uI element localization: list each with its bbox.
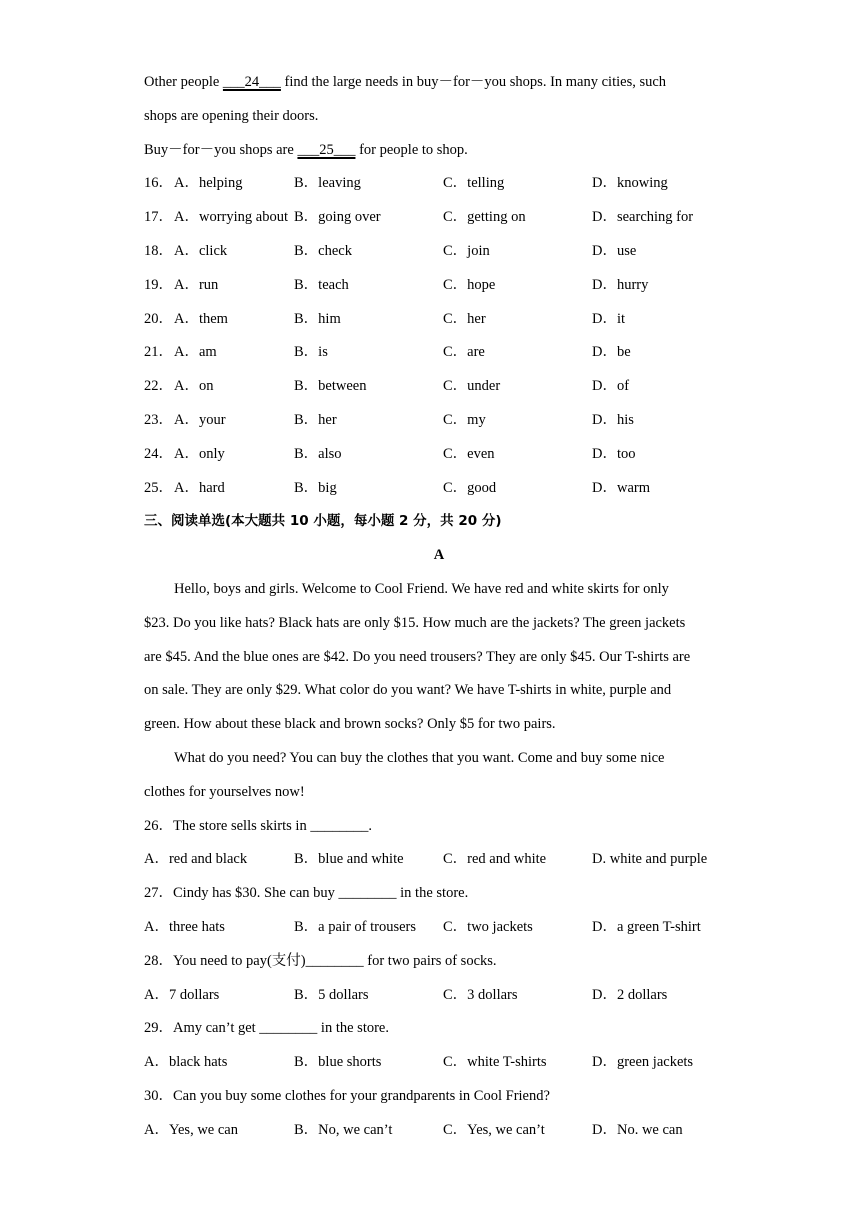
option-b: B．her [294, 411, 337, 428]
option-d: D. white and purple [592, 851, 708, 868]
reading-options-row [144, 1114, 734, 1148]
option-d: D．be [592, 344, 631, 361]
option-a: A．worrying about [174, 209, 288, 226]
option-d: D．his [592, 411, 634, 428]
text-segment: Other people [144, 74, 223, 90]
option-d: D．warm [592, 479, 650, 496]
option-b: B．is [294, 344, 328, 361]
text-segment: Buy－for－you shops are [144, 141, 298, 158]
option-c: C．white T-shirts [443, 1054, 547, 1071]
option-c: C．are [443, 344, 485, 361]
reading-question-stem: 27．Cindy has $30. She can buy ________ in the store. [144, 885, 469, 902]
reading-question-stem: 30．Can you buy some clothes for your grandparents in Cool Friend? [144, 1087, 550, 1104]
cloze-question-row [144, 370, 734, 404]
cloze-question-row [144, 472, 734, 506]
cloze-question-row [144, 336, 734, 370]
option-a: A．them [174, 310, 228, 327]
option-d: D．2 dollars [592, 986, 668, 1003]
reading-question-stem: 26．The store sells skirts in ________. [144, 817, 372, 834]
option-c: C．even [443, 445, 495, 462]
reading-question-stem: 28．You need to pay(支付)________ for two pairs of socks. [144, 952, 497, 969]
option-a: A．run [174, 276, 219, 293]
option-b: B．leaving [294, 175, 361, 192]
option-c: C．under [443, 378, 501, 395]
blank-25: ___25___ [297, 141, 356, 158]
option-c: C．two jackets [443, 918, 533, 935]
cloze-question-row [144, 303, 734, 337]
question-number: 20． [144, 310, 173, 327]
reading-options-row [144, 843, 734, 877]
reading-options-row [144, 1046, 734, 1080]
option-c: C．3 dollars [443, 986, 518, 1003]
question-number: 19． [144, 276, 173, 293]
option-c: C．join [443, 242, 490, 259]
reading-options-row [144, 979, 734, 1013]
passage-line: Hello, boys and girls. Welcome to Cool Friend. We have red and white skirts for only [174, 580, 669, 597]
cloze-question-row [144, 167, 734, 201]
option-b: B．big [294, 479, 337, 496]
option-b: B．No, we can’t [294, 1121, 393, 1138]
blank-24: ___24___ [222, 74, 281, 90]
option-d: D．searching for [592, 209, 694, 226]
passage-line: clothes for yourselves now! [144, 783, 305, 800]
option-a: A．on [174, 378, 214, 395]
option-b: B．blue and white [294, 851, 404, 868]
option-c: C．Yes, we can’t [443, 1121, 545, 1138]
option-b: B．check [294, 242, 352, 259]
option-b: B．blue shorts [294, 1054, 382, 1071]
section-title: 三、阅读单选(本大题共 10 小题，每小题 2 分，共 20 分) [144, 513, 502, 530]
option-b: B．going over [294, 209, 381, 226]
option-a: A．your [174, 411, 226, 428]
question-number: 16． [144, 175, 173, 192]
question-number: 25． [144, 479, 173, 496]
option-d: D．too [592, 445, 636, 462]
option-a: A．click [174, 242, 228, 259]
reading-question-stem: 29．Amy can’t get ________ in the store. [144, 1020, 389, 1037]
option-d: D．knowing [592, 175, 668, 192]
option-d: D．a green T-shirt [592, 918, 701, 935]
option-b: B．him [294, 310, 341, 327]
option-a: A．only [174, 445, 225, 462]
reading-questions [144, 810, 734, 1148]
text-segment: for people to shop. [355, 141, 468, 158]
option-a: A．am [174, 344, 217, 361]
text-line [144, 66, 734, 100]
option-b: B．between [294, 378, 367, 395]
option-b: B．a pair of trousers [294, 918, 417, 935]
option-d: D．of [592, 378, 630, 395]
option-c: C．hope [443, 276, 496, 293]
cloze-options [144, 167, 734, 505]
question-number: 24． [144, 445, 173, 462]
cloze-question-row [144, 438, 734, 472]
option-a: A．hard [174, 479, 225, 496]
option-a: A．three hats [144, 918, 225, 935]
option-c: C．her [443, 310, 486, 327]
passage-line: on sale. They are only $29. What color do you want? We have T-shirts in white, purple and [144, 682, 672, 699]
option-d: D．use [592, 242, 637, 259]
text-line: shops are opening their doors. [144, 107, 319, 124]
cloze-question-row [144, 235, 734, 269]
cloze-question-row [144, 201, 734, 235]
option-b: B．5 dollars [294, 986, 369, 1003]
option-a: A．Yes, we can [144, 1121, 238, 1138]
option-b: B．teach [294, 276, 349, 293]
cloze-question-row [144, 269, 734, 303]
passage-line: $23. Do you like hats? Black hats are only $15. How much are the jackets? The green jackets [144, 614, 686, 631]
passage-line: are $45. And the blue ones are $42. Do you need trousers? They are only $45. Our T-shirts are [144, 648, 691, 665]
option-d: D．green jackets [592, 1054, 694, 1071]
text-line [144, 134, 734, 168]
passage-line: green. How about these black and brown socks? Only $5 for two pairs. [144, 716, 556, 733]
option-a: A．helping [174, 175, 243, 192]
option-d: D．it [592, 310, 626, 327]
option-a: A．black hats [144, 1054, 228, 1071]
question-number: 17． [144, 209, 173, 226]
question-number: 21． [144, 344, 173, 361]
option-c: C．my [443, 411, 486, 428]
question-number: 22． [144, 378, 173, 395]
option-c: C．good [443, 479, 497, 496]
reading-options-row [144, 911, 734, 945]
passage-line: What do you need? You can buy the clothes that you want. Come and buy some nice [174, 749, 665, 766]
option-a: A．red and black [144, 851, 248, 868]
option-c: C．getting on [443, 209, 526, 226]
question-number: 23． [144, 411, 173, 428]
option-d: D．No. we can [592, 1121, 683, 1138]
cloze-question-row [144, 404, 734, 438]
text-segment: find the large needs in buy－for－you shops. In many cities, such [280, 74, 667, 90]
option-d: D．hurry [592, 276, 649, 293]
passage-label: A [433, 547, 445, 564]
option-b: B．also [294, 445, 342, 462]
passage [144, 573, 734, 810]
option-c: C．telling [443, 175, 505, 192]
option-a: A．7 dollars [144, 986, 220, 1003]
question-number: 18． [144, 242, 173, 259]
option-c: C．red and white [443, 851, 547, 868]
document-page [144, 66, 734, 1148]
